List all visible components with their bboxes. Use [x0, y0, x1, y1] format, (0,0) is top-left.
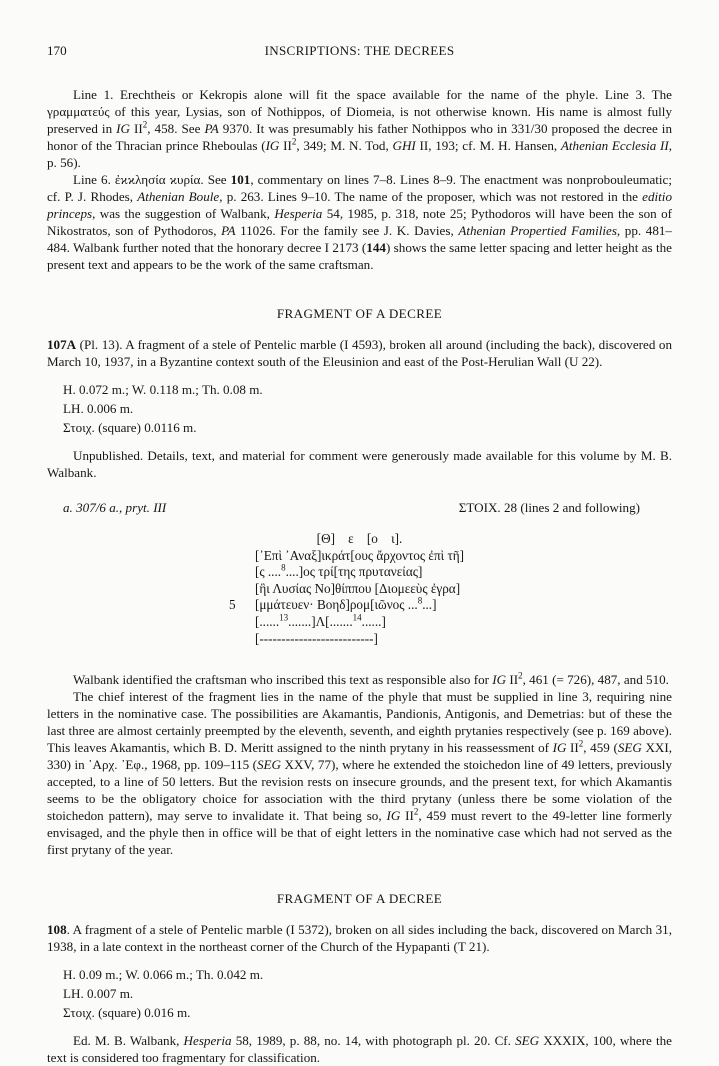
measurement-line: LH. 0.006 m. [63, 401, 134, 416]
inscription-line-text: [......$^{13}$.......]Λ[.......$^{14}$......] [254, 612, 386, 629]
inscription-line [255, 614, 464, 631]
edition-note: Ed. M. B. Walbank, Hesperia 58, 1989, p. 88, no. 14, with photograph pl. 20. Cf. SEG XXXIX, 100, where the text is considered too fragmentary for classification. [47, 1033, 672, 1066]
measurement-line: H. 0.072 m.; W. 0.118 m.; Th. 0.08 m. [63, 382, 263, 397]
commentary-paragraph-1: Line 1. Erechtheis or Kekropis alone will fit the space available for the name of the phyle. Line 3. The γραμματεύς of this year, Lysias, son of Nothippos, of Diomeia, is not otherwise known. His name is almost fully preserved in IG $II^2$, 458. See PA 9370. It was presumably his father Nothippos who in 331/30 proposed the decree in honor of the Thracian prince Rheboulas (IG $II^2$, 349; M. N. Tod, GHI II, 193; cf. M. H. Hansen, Athenian Ecclesia II, p. 56). [47, 87, 673, 170]
measurements-107a [47, 380, 672, 437]
inscription-text [228, 531, 465, 647]
inscription-line-text: [ς ....$^8$....]ος τρί[της πρυτανείας] [254, 562, 423, 580]
inscription-line [255, 531, 464, 548]
commentary-paragraph-2: Line 6. ἐϰϰλησία ϰυρία. See 101, commentary on lines 7–8. Lines 8–9. The enactment was nonprobouleumatic; cf. P. J. Rhodes, Athenian Boule, p. 263. Lines 9–10. The name of the proposer, which was not restored in the editio princeps, was the suggestion of Walbank, Hesperia 54, 1985, p. 318, note 25; Pythodoros will have been the son of Nikostratos, son of Pythodoros, PA 11026. For the family see J. K. Davies, Athenian Propertied Families, pp. 481–484. Walbank further noted that the honorary decree I 2173 (144) shows the same letter spacing and letter height as the present text and appears to be the work of the same craftsman. [47, 172, 673, 272]
inscription-line [255, 581, 464, 598]
inscription-line [255, 564, 464, 581]
page-number: 170 [47, 43, 67, 58]
inscription-line [228, 595, 464, 614]
craftsman-note: Walbank identified the craftsman who inscribed this text as responsible also for IG $II^2$, 461 (= 726), 487, and 510. [73, 670, 669, 688]
entry-108-intro: 108. A fragment of a stele of Pentelic marble (I 5372), broken on all sides including the back, discovered on March 31, 1938, in a late context in the northeast corner of the Church of the Hypapanti (T 21). [47, 922, 672, 955]
dateline-107a [47, 499, 672, 516]
running-title: INSCRIPTIONS: THE DECREES [264, 43, 455, 58]
page-header [47, 42, 672, 59]
measurement-line: Στοιχ. (square) 0.0116 m. [63, 420, 197, 435]
section-heading-107a: FRAGMENT OF A DECREE [276, 306, 443, 321]
inscription-line-text: [᾿Επὶ ᾿Αναξ]ικράτ[ους ἄρχοντος ἐπὶ τῆ] [254, 547, 465, 563]
measurements-108 [47, 965, 672, 1022]
discussion-paragraph: The chief interest of the fragment lies in the name of the phyle that must be supplied in line 3, requiring nine letters in the nominative case. The possibilities are Akamantis, Pandionis, Antigonis, and Demetrias: but of these the last three are almost certainly preempted by the eleventh, seventh, and eighth prytanies respectively (see p. 169 above). This leaves Akamantis, which B. D. Meritt assigned to the ninth prytany in his reassessment of IG $II^2$, 459 (SEG XXI, 330) in ᾿Αρχ. ᾿Εφ., 1968, pp. 109–115 (SEG XXV, 77), where he extended the stoichedon line of 49 letters, previously accepted, to a line of 50 letters. But the revision rests on insecure grounds, and the present text, for which Akamantis seems to be the obligatory choice for association with the third prytany (unless there be some violation of the stoichedon pattern), may serve to invalidate it. That being so, IG $II^2$, 459 must revert to the 49-letter line formerly envisaged, and the phyle then in office will be that of eight letters in the nominative case which had not served as the first prytany of the year. [47, 689, 672, 858]
stoichedon-note: ΣΤΟΙΧ. 28 (lines 2 and following) [458, 500, 640, 515]
section-heading-108: FRAGMENT OF A DECREE [276, 891, 443, 907]
inscription-line-text: [ἣι Λυσίας Νο]θίππου [Διομεεὺς ἐγρα] [254, 580, 461, 596]
inscription-line [255, 631, 464, 648]
measurement-line: H. 0.09 m.; W. 0.066 m.; Th. 0.042 m. [63, 967, 264, 983]
line-number: 5 [228, 597, 236, 613]
entry-107a-intro: 107A (Pl. 13). A fragment of a stele of Pentelic marble (I 4593), broken all around (including the back), discovered on March 10, 1937, in a Byzantine context south of the Eleusinion and east of the Post-Herulian Wall (U 22). [47, 337, 672, 369]
unpublished-note: Unpublished. Details, text, and material for comment were generously made available for this volume by M. B. Walbank. [47, 448, 672, 480]
inscription-text-block [47, 531, 672, 647]
inscription-line-text: [--------------------------] [254, 630, 378, 646]
inscription-line [255, 548, 464, 565]
inscription-line-text: [μμάτευεν· Βοηδ]ρομ[ιῶνος ...$^8$...] [254, 595, 437, 613]
inscription-line-text: [Θ] ε [ο ι]. [316, 531, 403, 546]
measurement-line: LH. 0.007 m. [63, 986, 134, 1002]
date-attribution: a. 307/6 a., pryt. III [63, 500, 167, 515]
measurement-line: Στοιχ. (square) 0.016 m. [63, 1005, 191, 1021]
